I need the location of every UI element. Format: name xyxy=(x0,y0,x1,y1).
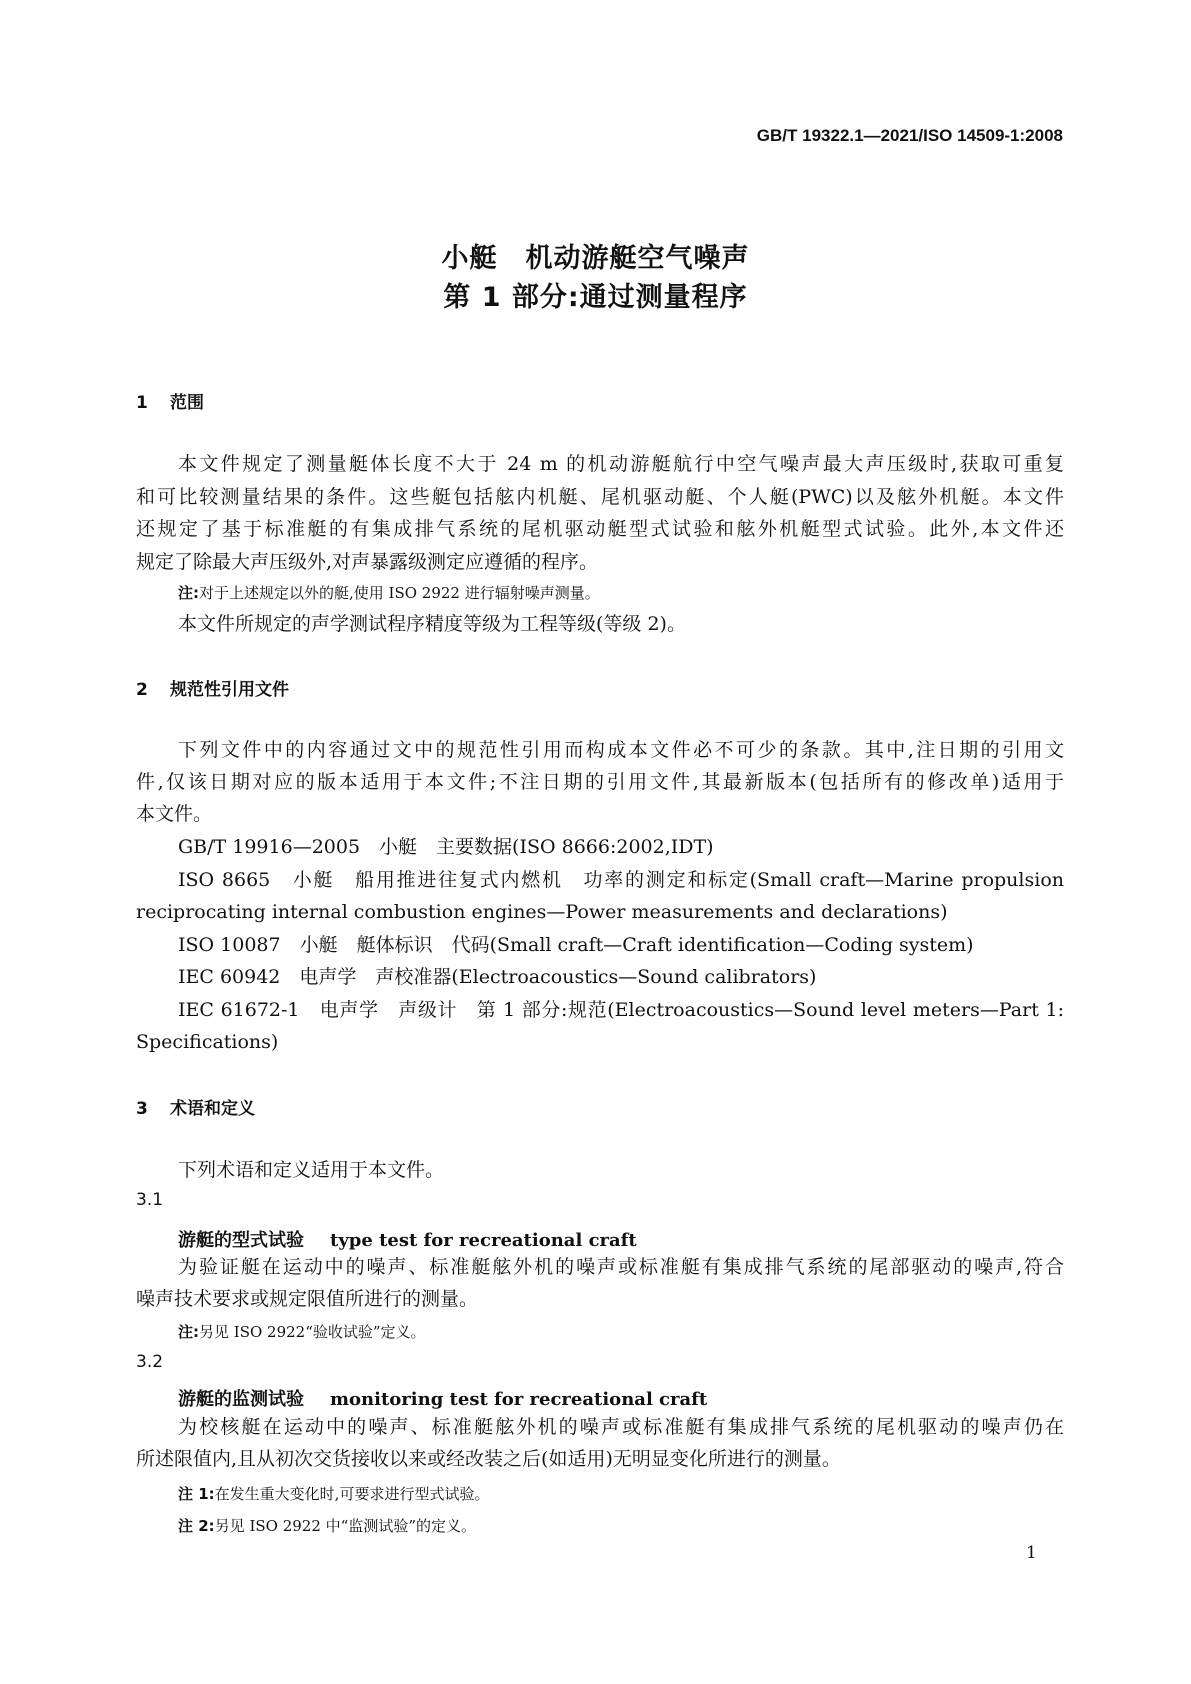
note xyxy=(178,1515,476,1536)
section-number: 3 xyxy=(136,1099,148,1119)
note-label: 注 1: xyxy=(178,1485,215,1503)
reference-item: IEC 61672-1 电声学 声级计 第 1 部分:规范(Electroacoustics—Sound level meters—Part 1: xyxy=(178,999,1064,1021)
section-title: 术语和定义 xyxy=(170,1099,255,1119)
note-text: 对于上述规定以外的艇,使用 ISO 2922 进行辐射噪声测量。 xyxy=(199,584,600,602)
section-title: 规范性引用文件 xyxy=(170,680,289,700)
reference-item: IEC 60942 电声学 声校准器(Electroacoustics—Sound calibrators) xyxy=(178,966,817,988)
term-heading xyxy=(178,1226,637,1252)
paragraph-line: 件,仅该日期对应的版本适用于本文件;不注日期的引用文件,其最新版本(包括所有的修改单)适用于 xyxy=(136,771,1064,793)
reference-item: ISO 10087 小艇 艇体标识 代码(Small craft—Craft identification—Coding system) xyxy=(178,934,974,956)
definition-line: 噪声技术要求或规定限值所进行的测量。 xyxy=(136,1288,479,1310)
note-text: 另见 ISO 2922 中“监测试验”的定义。 xyxy=(214,1517,476,1535)
term-zh: 游艇的监测试验 xyxy=(178,1389,304,1410)
clause-number: 3.2 xyxy=(136,1352,164,1372)
paragraph-line: 下列文件中的内容通过文中的规范性引用而构成本文件必不可少的条款。其中,注日期的引用文 xyxy=(178,739,1064,761)
section-number: 1 xyxy=(136,393,148,413)
paragraph-line: 本文件所规定的声学测试程序精度等级为工程等级(等级 2)。 xyxy=(178,613,686,635)
term-en: monitoring test for recreational craft xyxy=(330,1389,708,1410)
reference-item: ISO 8665 小艇 船用推进往复式内燃机 功率的测定和标定(Small craft—Marine propulsion xyxy=(178,869,1064,891)
section-heading-scope xyxy=(136,388,204,413)
page-number: 1 xyxy=(1026,1543,1037,1563)
title-line-1: 小艇 机动游艇空气噪声 xyxy=(441,243,750,274)
clause-number: 3.1 xyxy=(136,1190,164,1210)
title-line-2: 第 1 部分:通过测量程序 xyxy=(443,282,748,313)
reference-item-cont: Specifications) xyxy=(136,1031,279,1053)
term-en: type test for recreational craft xyxy=(330,1230,637,1251)
section-number: 2 xyxy=(136,680,148,700)
paragraph-line: 本文件规定了测量艇体长度不大于 24 m 的机动游艇航行中空气噪声最大声压级时,获取可重复 xyxy=(178,453,1064,475)
reference-item: GB/T 19916—2005 小艇 主要数据(ISO 8666:2002,IDT) xyxy=(178,836,714,858)
note-label: 注: xyxy=(178,1323,199,1341)
term-heading xyxy=(178,1385,707,1411)
document-header: GB/T 19322.1—2021/ISO 14509-1:2008 xyxy=(756,126,1063,145)
note-text: 在发生重大变化时,可要求进行型式试验。 xyxy=(214,1485,490,1503)
paragraph-line: 本文件。 xyxy=(136,803,213,825)
section-heading-terms xyxy=(136,1094,255,1119)
definition-line: 所述限值内,且从初次交货接收以来或经改装之后(如适用)无明显变化所进行的测量。 xyxy=(136,1448,841,1470)
paragraph-line: 规定了除最大声压级外,对声暴露级测定应遵循的程序。 xyxy=(136,551,599,573)
note xyxy=(178,582,600,603)
reference-item-cont: reciprocating internal combustion engines—Power measurements and declarations) xyxy=(136,901,948,923)
note xyxy=(178,1321,426,1342)
definition-line: 为校核艇在运动中的噪声、标准艇舷外机的噪声或标准艇有集成排气系统的尾机驱动的噪声仍在 xyxy=(178,1416,1064,1438)
note-label: 注 2: xyxy=(178,1517,215,1535)
note xyxy=(178,1483,489,1504)
section-title: 范围 xyxy=(170,393,204,413)
note-label: 注: xyxy=(178,584,199,602)
definition-line: 为验证艇在运动中的噪声、标准艇舷外机的噪声或标准艇有集成排气系统的尾部驱动的噪声,符合 xyxy=(178,1256,1064,1278)
section-heading-normative-references xyxy=(136,675,289,700)
paragraph-line: 还规定了基于标准艇的有集成排气系统的尾机驱动艇型式试验和舷外机艇型式试验。此外,本文件还 xyxy=(136,518,1064,540)
paragraph-line: 和可比较测量结果的条件。这些艇包括舷内机艇、尾机驱动艇、个人艇(PWC)以及舷外机艇。本文件 xyxy=(136,486,1064,508)
term-zh: 游艇的型式试验 xyxy=(178,1230,304,1251)
note-text: 另见 ISO 2922“验收试验”定义。 xyxy=(199,1323,426,1341)
paragraph-line: 下列术语和定义适用于本文件。 xyxy=(178,1159,445,1181)
